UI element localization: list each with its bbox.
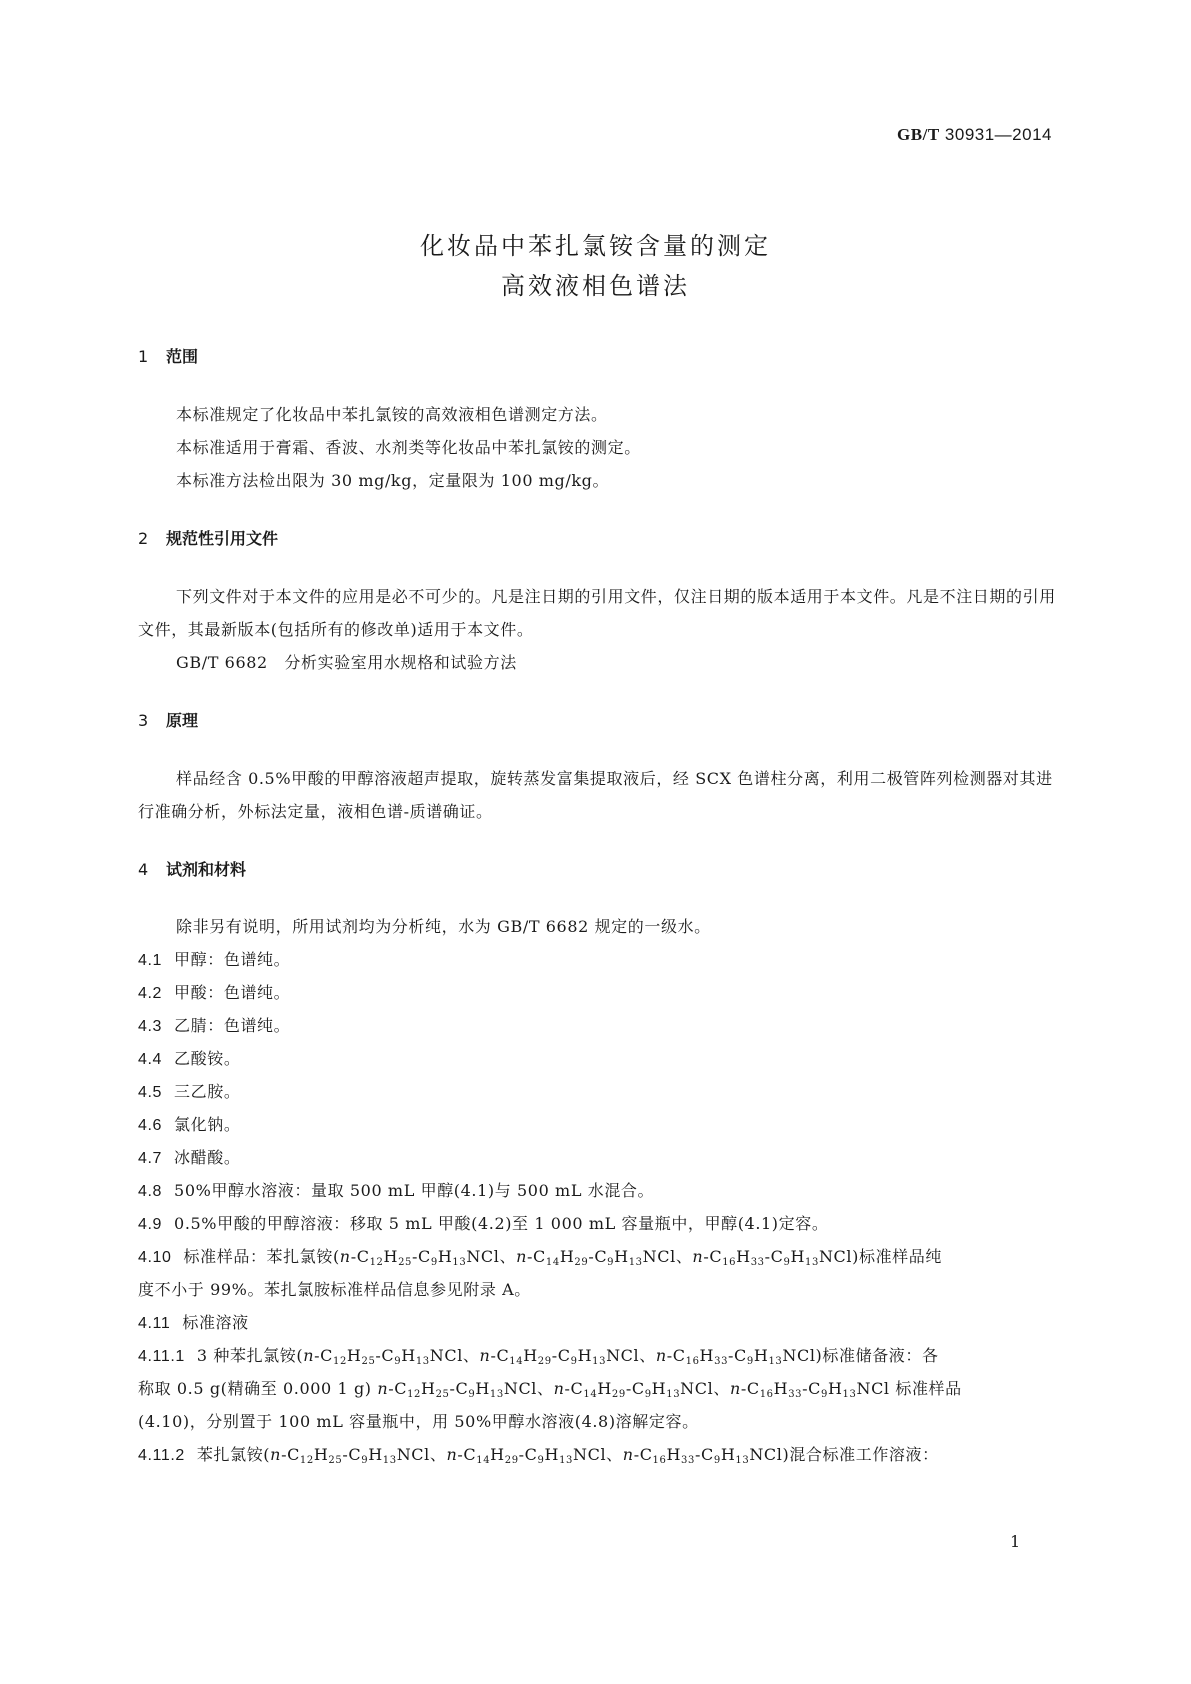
- reagents-intro: 除非另有说明，所用试剂均为分析纯，水为 GB/T 6682 规定的一级水。: [176, 917, 711, 936]
- reagent-item: 4.6 氯化钠。: [138, 1115, 241, 1134]
- standard-code: 30931—2014: [944, 125, 1052, 144]
- reagent-item: 4.5 三乙胺。: [138, 1082, 241, 1101]
- standard-prefix: GB/T: [897, 125, 940, 144]
- reagent-item-4-11: 4.11 标准溶液: [138, 1313, 249, 1332]
- reagent-item-4-10: 4.10 标准样品：苯扎氯铵($n-C_{12}H_{25}-C_9H_{13}NCl$、$n-C_{14}H_{29}-C_9H_{13}NCl$、$n-C_{16}H_{33}-C_9H_{13}NCl$)标准样品纯: [138, 1247, 942, 1268]
- reagent-item: 4.8 50%甲醇水溶液：量取 500 mL 甲醇(4.1)与 500 mL 水混合。: [138, 1181, 655, 1200]
- principle-paragraph: 样品经含 0.5%甲酸的甲醇溶液超声提取，旋转蒸发富集提取液后，经 SCX 色谱柱分离，利用二极管阵列检测器对其进行准确分析，外标法定量，液相色谱-质谱确证。: [138, 769, 1053, 821]
- section-heading-normative-references: 2 规范性引用文件: [138, 529, 279, 548]
- reference-gbt6682: GB/T 6682 分析实验室用水规格和试验方法: [176, 653, 517, 672]
- reagent-item: 4.4 乙酸铵。: [138, 1049, 241, 1068]
- section-heading-scope: 1 范围: [138, 347, 199, 366]
- scope-paragraph-1: 本标准规定了化妆品中苯扎氯铵的高效液相色谱测定方法。: [176, 405, 608, 424]
- reagent-item: 4.3 乙腈：色谱纯。: [138, 1016, 291, 1035]
- reagent-item: 4.1 甲醇：色谱纯。: [138, 950, 291, 969]
- reagent-item-4-11-2: 4.11.2 苯扎氯铵($n-C_{12}H_{25}-C_9H_{13}NCl$、$n-C_{14}H_{29}-C_9H_{13}NCl$、$n-C_{16}H_{33}-C_9H_{13}NCl$)混合标准工作溶液：: [138, 1445, 939, 1466]
- standard-number: [897, 125, 1052, 145]
- section-heading-principle: 3 原理: [138, 711, 199, 730]
- page-number: 1: [1010, 1532, 1021, 1551]
- reagent-item: 4.7 冰醋酸。: [138, 1148, 241, 1167]
- references-paragraph: 下列文件对于本文件的应用是必不可少的。凡是注日期的引用文件，仅注日期的版本适用于本文件。凡是不注日期的引用文件，其最新版本(包括所有的修改单)适用于本文件。: [138, 587, 1056, 639]
- reagent-item: 4.9 0.5%甲酸的甲醇溶液：移取 5 mL 甲酸(4.2)至 1 000 mL 容量瓶中，甲醇(4.1)定容。: [138, 1214, 829, 1233]
- reagent-item-4-11-1-line2: 称取 0.5 g(精确至 0.000 1 g) $n-C_{12}H_{25}-C_9H_{13}NCl$、$n-C_{14}H_{29}-C_9H_{13}NCl$、$n-C_{16}H_{33}-C_9H_{13}NCl$ 标准样品: [138, 1379, 962, 1400]
- document-title: 化妆品中苯扎氯铵含量的测定: [420, 232, 771, 260]
- reagent-item: 4.2 甲酸：色谱纯。: [138, 983, 291, 1002]
- reagent-item-4-11-1-line3: (4.10)，分别置于 100 mL 容量瓶中，用 50%甲醇水溶液(4.8)溶解定容。: [138, 1412, 699, 1431]
- scope-paragraph-2: 本标准适用于膏霜、香波、水剂类等化妆品中苯扎氯铵的测定。: [176, 438, 641, 457]
- reagent-item-4-11-1: 4.11.1 3 种苯扎氯铵($n-C_{12}H_{25}-C_9H_{13}NCl$、$n-C_{14}H_{29}-C_9H_{13}NCl$、$n-C_{16}H_{33}-C_9H_{13}NCl$)标准储备液：各: [138, 1346, 939, 1367]
- reagent-item-4-10-continued: 度不小于 99%。苯扎氯胺标准样品信息参见附录 A。: [138, 1280, 531, 1299]
- section-heading-reagents: 4 试剂和材料: [138, 860, 247, 879]
- document-subtitle: 高效液相色谱法: [501, 272, 690, 300]
- scope-paragraph-3: 本标准方法检出限为 30 mg/kg，定量限为 100 mg/kg。: [176, 471, 610, 490]
